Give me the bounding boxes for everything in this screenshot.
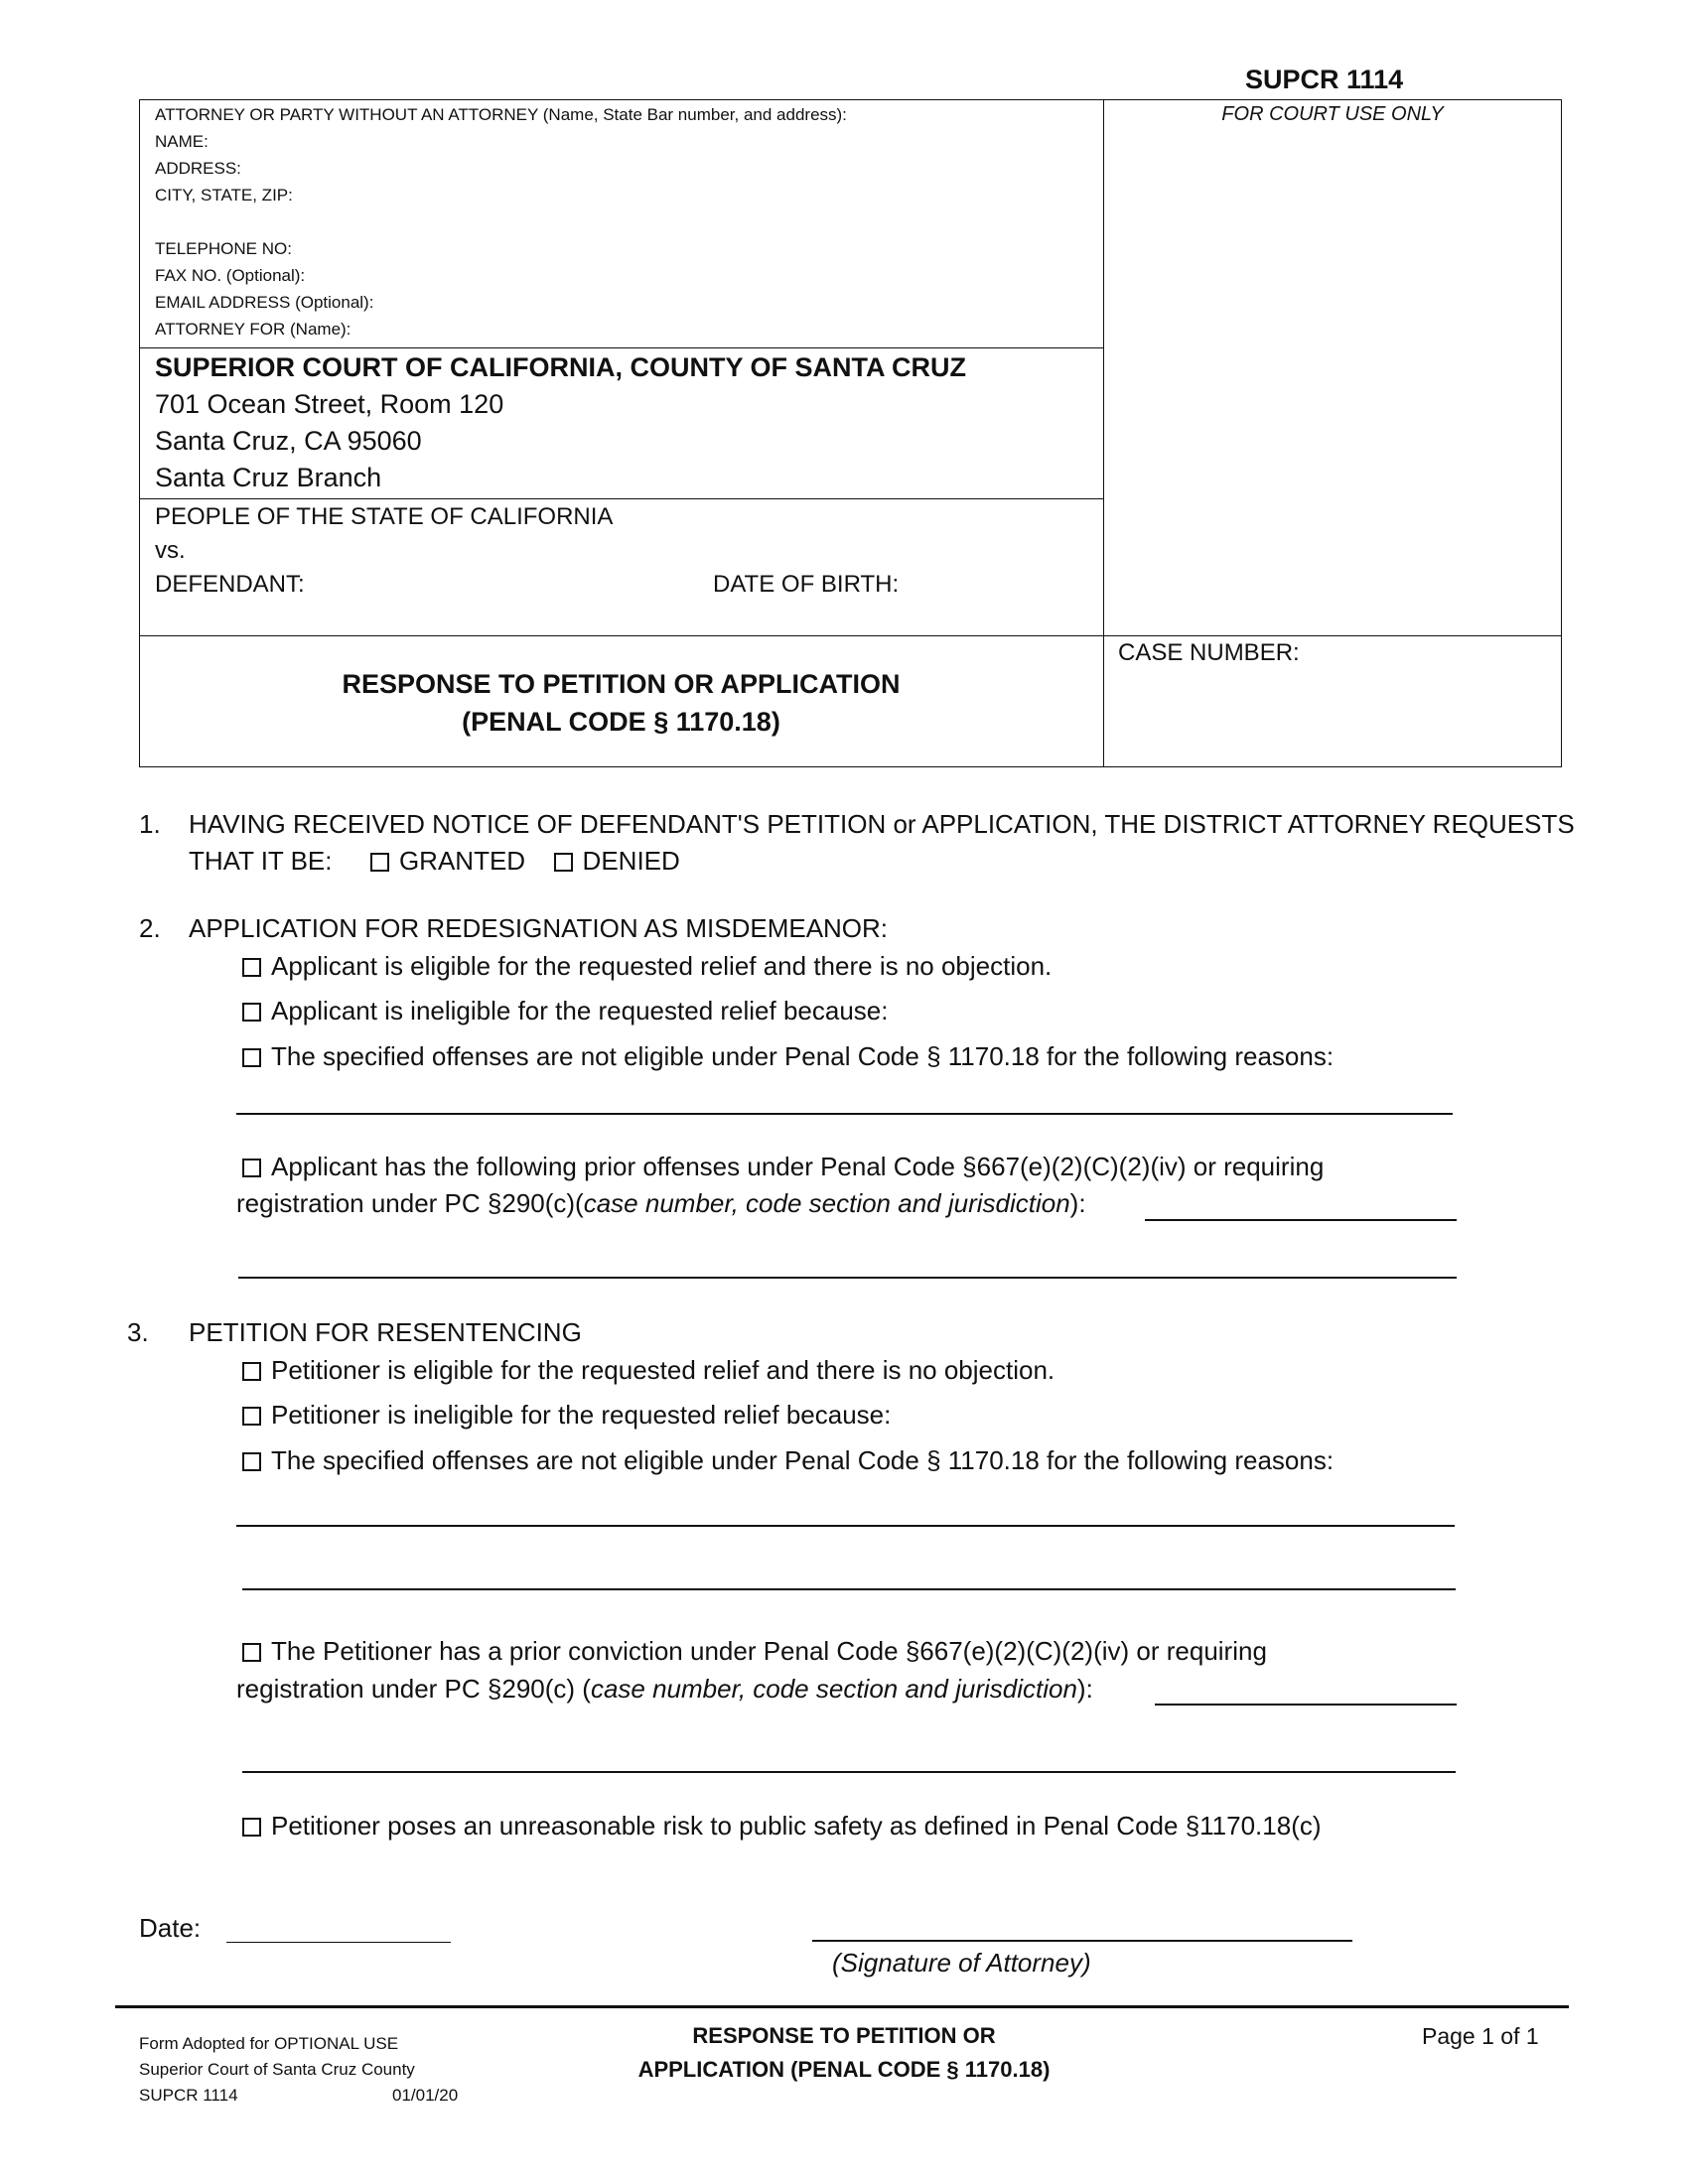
section3-option2 [242, 1397, 891, 1433]
section3-number: 3. [127, 1317, 149, 1347]
section2-number: 2. [139, 913, 161, 943]
denied-checkbox[interactable] [554, 853, 573, 872]
section2-option1-checkbox[interactable] [242, 958, 261, 977]
section3-option2-label: Petitioner is ineligible for the requested relief because: [271, 1400, 892, 1430]
court-name: SUPERIOR COURT OF CALIFORNIA, COUNTY OF SANTA CRUZ [155, 352, 966, 382]
section3-reasons-line-a[interactable] [236, 1525, 1455, 1527]
spacer [155, 208, 847, 235]
attorney-name-field[interactable]: NAME: [155, 132, 209, 151]
court-city: Santa Cruz, CA 95060 [155, 426, 422, 456]
section3-option3-checkbox[interactable] [242, 1452, 261, 1471]
section2-option3-checkbox[interactable] [242, 1048, 261, 1067]
section2-option3 [242, 1038, 1334, 1074]
footer-page-number: Page 1 of 1 [1422, 2023, 1539, 2049]
section2-option4-italic: case number, code section and jurisdiction [583, 1188, 1070, 1218]
footer-title [556, 2019, 1132, 2087]
footer-left [139, 2031, 477, 2109]
date-line[interactable] [226, 1942, 451, 1943]
section3-option2-checkbox[interactable] [242, 1407, 261, 1426]
date-label: Date: [139, 1913, 202, 1943]
section3-option1 [242, 1352, 1055, 1388]
signature-line[interactable] [812, 1940, 1352, 1942]
section3-heading: PETITION FOR RESENTENCING [189, 1317, 582, 1347]
section3-option5-checkbox[interactable] [242, 1818, 261, 1837]
footer-form-id-row [139, 2083, 477, 2109]
form-title-line2: (PENAL CODE § 1170.18) [462, 707, 780, 737]
section3-option4-italic: case number, code section and jurisdiction [590, 1674, 1077, 1704]
case-number-field[interactable]: CASE NUMBER: [1118, 639, 1300, 666]
section2-option4-line2-start: registration under PC §290(c)( [236, 1188, 584, 1218]
court-block [155, 349, 966, 496]
section2-option4-line2-end: ): [1069, 1188, 1086, 1218]
attorney-address-field[interactable]: ADDRESS: [155, 159, 241, 178]
section3-option4-line2-start: registration under PC §290(c) ( [236, 1674, 591, 1704]
section3-prior-conviction-line-b[interactable] [242, 1771, 1456, 1773]
footer-date: 01/01/20 [392, 2086, 459, 2105]
defendant-field[interactable]: DEFENDANT: [155, 571, 305, 598]
section3-option5 [242, 1808, 1322, 1843]
section2-option4-line2 [236, 1185, 1086, 1221]
caption-divider-vertical [1103, 99, 1104, 767]
form-title-line1: RESPONSE TO PETITION OR APPLICATION [342, 669, 901, 699]
section2-option3-label: The specified offenses are not eligible under Penal Code § 1170.18 for the following reasons: [271, 1041, 1335, 1071]
attorney-telephone-field[interactable]: TELEPHONE NO: [155, 239, 292, 258]
section1-that-it-be: THAT IT BE: [189, 846, 333, 876]
section3-option4-checkbox[interactable] [242, 1643, 261, 1662]
attorney-heading: ATTORNEY OR PARTY WITHOUT AN ATTORNEY (Name, State Bar number, and address): [155, 105, 847, 124]
section2-prior-offenses-line-b[interactable] [238, 1277, 1457, 1279]
footer-rule [115, 2005, 1569, 2008]
parties-block [155, 500, 613, 602]
denied-label: DENIED [582, 846, 680, 876]
granted-checkbox[interactable] [370, 853, 389, 872]
footer-form-id: SUPCR 1114 [139, 2086, 238, 2105]
section2-option4-checkbox[interactable] [242, 1159, 261, 1177]
attorney-fax-field[interactable]: FAX NO. (Optional): [155, 266, 306, 285]
section2-option4 [242, 1149, 1324, 1184]
section3-reasons-line-b[interactable] [242, 1588, 1456, 1590]
section2-heading: APPLICATION FOR REDESIGNATION AS MISDEMEANOR: [189, 913, 889, 943]
court-branch: Santa Cruz Branch [155, 463, 382, 492]
divider-title-row [139, 635, 1562, 636]
form-id-header: SUPCR 1114 [1245, 65, 1404, 94]
section3-option1-checkbox[interactable] [242, 1362, 261, 1381]
section2-reasons-line[interactable] [236, 1113, 1453, 1115]
section2-option1-label: Applicant is eligible for the requested relief and there is no objection. [271, 951, 1053, 981]
section3-option4-line2-end: ): [1076, 1674, 1093, 1704]
footer-adopted: Form Adopted for OPTIONAL USE [139, 2034, 399, 2053]
section3-option4-label: The Petitioner has a prior conviction under Penal Code §667(e)(2)(C)(2)(iv) or requiring [271, 1636, 1267, 1666]
section3-option3 [242, 1442, 1334, 1478]
attorney-for-field[interactable]: ATTORNEY FOR (Name): [155, 320, 352, 339]
section3-prior-conviction-line-a[interactable] [1155, 1704, 1457, 1706]
section2-option4-label: Applicant has the following prior offenses under Penal Code §667(e)(2)(C)(2)(iv) or requiring [271, 1152, 1325, 1181]
section2-option2 [242, 993, 889, 1028]
footer-court: Superior Court of Santa Cruz County [139, 2060, 415, 2079]
signature-label: (Signature of Attorney) [832, 1948, 1091, 1978]
section3-option4 [242, 1633, 1267, 1669]
section1-line2 [189, 843, 680, 879]
section3-option5-label: Petitioner poses an unreasonable risk to public safety as defined in Penal Code §1170.18(c) [271, 1811, 1322, 1841]
attorney-email-field[interactable]: EMAIL ADDRESS (Optional): [155, 293, 374, 312]
attorney-city-field[interactable]: CITY, STATE, ZIP: [155, 186, 293, 205]
section2-option2-label: Applicant is ineligible for the requested relief because: [271, 996, 889, 1025]
granted-label: GRANTED [398, 846, 526, 876]
section3-option4-line2 [236, 1671, 1093, 1706]
plaintiff-label: PEOPLE OF THE STATE OF CALIFORNIA [155, 503, 614, 530]
court-street: 701 Ocean Street, Room 120 [155, 389, 504, 419]
section3-option1-label: Petitioner is eligible for the requested relief and there is no objection. [271, 1355, 1055, 1385]
vs-label: vs. [155, 537, 186, 564]
section1-line1: HAVING RECEIVED NOTICE OF DEFENDANT'S PETITION or APPLICATION, THE DISTRICT ATTORNEY REQUESTS [189, 809, 1575, 839]
section2-option1 [242, 948, 1052, 984]
section3-option3-label: The specified offenses are not eligible under Penal Code § 1170.18 for the following reasons: [271, 1445, 1335, 1475]
divider-attorney-court [139, 347, 1103, 348]
section2-prior-offenses-line-a[interactable] [1145, 1219, 1457, 1221]
court-use-label: FOR COURT USE ONLY [1221, 103, 1444, 125]
attorney-block [155, 101, 847, 342]
form-title [139, 665, 1103, 741]
footer-title-line2: APPLICATION (PENAL CODE § 1170.18) [637, 2057, 1051, 2082]
footer-title-line1: RESPONSE TO PETITION OR [692, 2023, 996, 2048]
section2-option2-checkbox[interactable] [242, 1003, 261, 1022]
divider-court-parties [139, 498, 1103, 499]
section1-number: 1. [139, 809, 161, 839]
date-of-birth-field[interactable]: DATE OF BIRTH: [713, 571, 900, 598]
